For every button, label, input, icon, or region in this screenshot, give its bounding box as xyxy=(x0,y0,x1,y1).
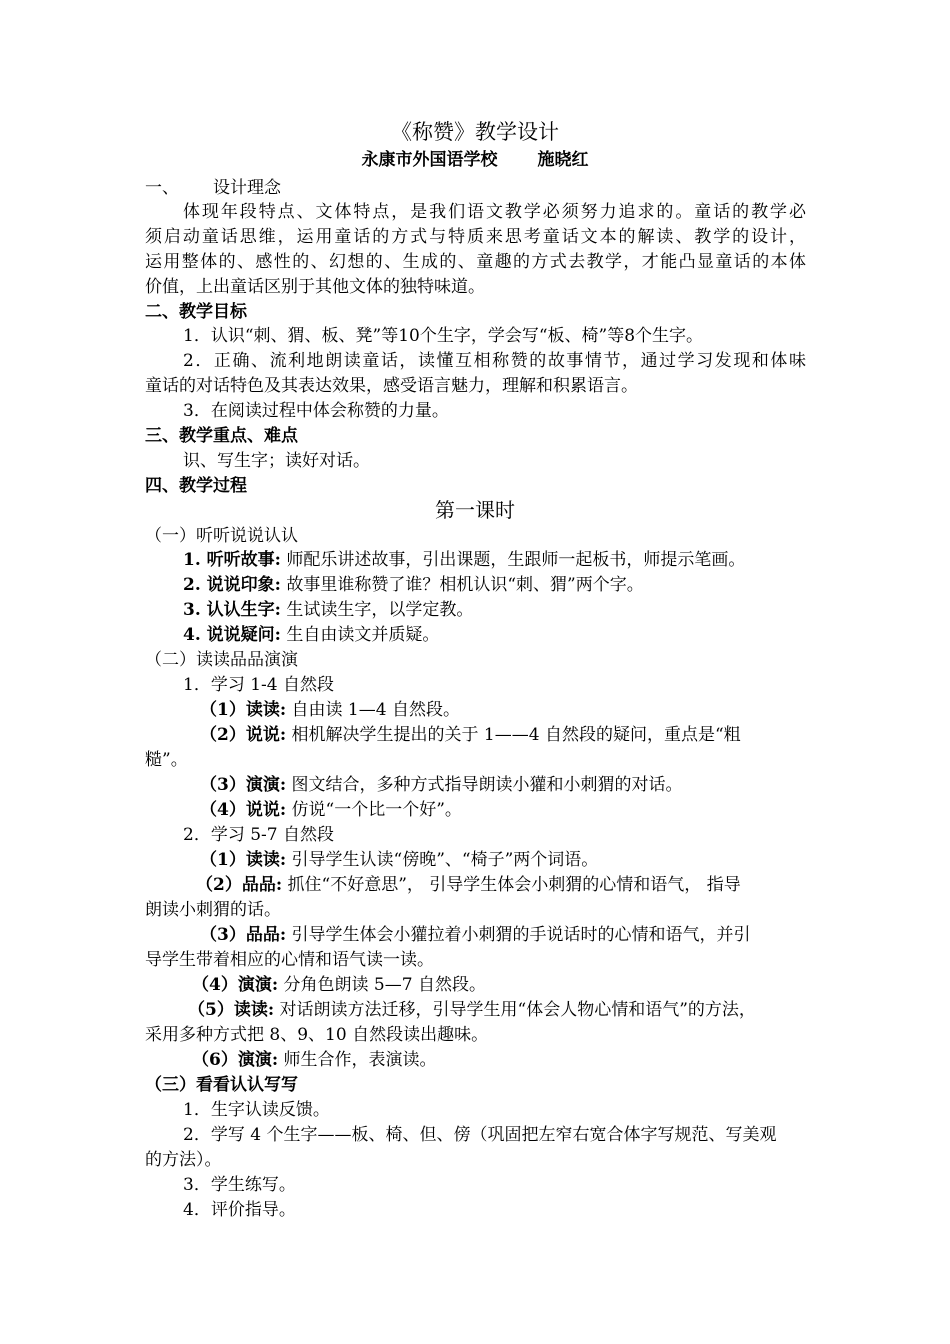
item-label: （4）说说: xyxy=(200,800,287,820)
item-text: 自由读 1—4 自然段。 xyxy=(286,700,460,720)
list-item xyxy=(200,923,751,947)
section-3-heading: 三、教学重点、难点 xyxy=(145,426,298,446)
item-label: （3）品品: xyxy=(200,925,287,945)
item-text: 师生合作，表演读。 xyxy=(278,1050,437,1070)
item-text: 引导学生认读“傍晚”、“椅子”两个词语。 xyxy=(286,850,599,870)
section-1-title: 设计理念 xyxy=(213,178,281,198)
section-1-heading xyxy=(145,176,281,200)
list-item xyxy=(196,873,741,897)
item-label: （3）演演: xyxy=(200,775,287,795)
part-2-heading: （二）读读品品演演 xyxy=(145,650,298,670)
author-name: 施晓红 xyxy=(537,150,589,170)
item-text: 师配乐讲述故事，引出课题，生跟师一起板书，师提示笔画。 xyxy=(280,550,746,570)
list-item xyxy=(183,598,473,622)
item-label: 1. 听听故事: xyxy=(183,550,281,570)
part-1-heading: （一）听听说说认认 xyxy=(145,526,298,546)
part-3-heading: （三）看看认认写写 xyxy=(145,1075,298,1095)
item-label: （2）品品: xyxy=(196,875,283,895)
list-item xyxy=(192,973,486,997)
paragraph-line: 须启动童话思维，运用童话的方式与特质来思考童话文本的解读、教学的设计， xyxy=(145,227,806,247)
paragraph-line: 体现年段特点、文体特点，是我们语文教学必须努力追求的。童话的教学必 xyxy=(183,202,806,222)
item-label: （6）演演: xyxy=(192,1050,279,1070)
paragraph-line: 价值，上出童话区别于其他文体的独特味道。 xyxy=(145,277,485,297)
list-item-continued: 的方法）。 xyxy=(145,1150,222,1170)
item-text: 故事里谁称赞了谁？相机认识“刺、猬”两个字。 xyxy=(280,575,644,595)
item-label: （5）读读: xyxy=(188,1000,275,1020)
list-item xyxy=(183,548,745,572)
item-text: 相机解决学生提出的关于 1——4 自然段的疑问，重点是“粗 xyxy=(286,725,741,745)
list-item-continued: 导学生带着相应的心情和语气读一读。 xyxy=(145,950,434,970)
paragraph-line: 运用整体的、感性的、幻想的、生成的、童趣的方式去教学，才能凸显童话的本体 xyxy=(145,252,806,272)
item-text: 图文结合，多种方式指导朗读小獾和小刺猬的对话。 xyxy=(286,775,683,795)
item-label: （1）读读: xyxy=(200,850,287,870)
list-item xyxy=(200,698,460,722)
list-item xyxy=(183,623,439,647)
item-text: 分角色朗读 5—7 自然段。 xyxy=(278,975,486,995)
item-text: 生试读生字，以学定教。 xyxy=(280,600,474,620)
list-item xyxy=(200,773,683,797)
goal-3: 3．在阅读过程中体会称赞的力量。 xyxy=(183,401,449,421)
item-text: 仿说“一个比一个好”。 xyxy=(286,800,462,820)
section-2-heading: 二、教学目标 xyxy=(145,302,247,322)
section-1-number: 一、 xyxy=(145,178,179,198)
list-item-continued: 朗读小刺猬的话。 xyxy=(145,900,281,920)
list-item: 3．学生练写。 xyxy=(183,1175,296,1195)
list-item xyxy=(200,798,462,822)
section-4-heading: 四、教学过程 xyxy=(145,476,247,496)
subsection-heading: 1．学习 1-4 自然段 xyxy=(183,675,334,695)
list-item xyxy=(183,573,644,597)
goal-1: 1．认识“刺、猬、板、凳”等10个生字，学会写“板、椅”等8个生字。 xyxy=(183,326,704,346)
list-item: 1．生字认读反馈。 xyxy=(183,1100,330,1120)
list-item xyxy=(188,998,756,1022)
item-text: 引导学生体会小獾拉着小刺猬的手说话时的心情和语气，并引 xyxy=(286,925,751,945)
list-item xyxy=(192,1048,437,1072)
item-text: 抓住“不好意思”， 引导学生体会小刺猬的心情和语气， 指导 xyxy=(282,875,741,895)
item-label: 4. 说说疑问: xyxy=(183,625,281,645)
list-item-continued: 采用多种方式把 8、9、10 自然段读出趣味。 xyxy=(145,1025,489,1045)
document-title: 《称赞》教学设计 xyxy=(391,120,559,144)
list-item: 2．学写 4 个生字——板、椅、但、傍（巩固把左窄右宽合体字写规范、写美观 xyxy=(183,1125,777,1145)
subsection-heading: 2．学习 5-7 自然段 xyxy=(183,825,334,845)
author-line xyxy=(0,148,950,172)
item-label: （2）说说: xyxy=(200,725,287,745)
item-label: 2. 说说印象: xyxy=(183,575,281,595)
lesson-title: 第一课时 xyxy=(435,498,515,522)
school-name: 永康市外国语学校 xyxy=(361,150,498,170)
goal-2-continued: 童话的对话特色及其表达效果，感受语言魅力，理解和积累语言。 xyxy=(145,376,638,396)
item-text: 对话朗读方法迁移，引导学生用“体会人物心情和语气”的方法， xyxy=(274,1000,756,1020)
item-label: 3. 认认生字: xyxy=(183,600,281,620)
item-text: 生自由读文并质疑。 xyxy=(280,625,440,645)
list-item: 4．评价指导。 xyxy=(183,1200,296,1220)
list-item xyxy=(200,848,598,872)
item-label: （4）演演: xyxy=(192,975,279,995)
item-label: （1）读读: xyxy=(200,700,287,720)
list-item xyxy=(200,723,741,747)
list-item-continued: 糙”。 xyxy=(145,750,188,770)
section-3-text: 识、写生字；读好对话。 xyxy=(183,451,370,471)
goal-2: 2．正确、流利地朗读童话，读懂互相称赞的故事情节，通过学习发现和体味 xyxy=(183,351,806,371)
